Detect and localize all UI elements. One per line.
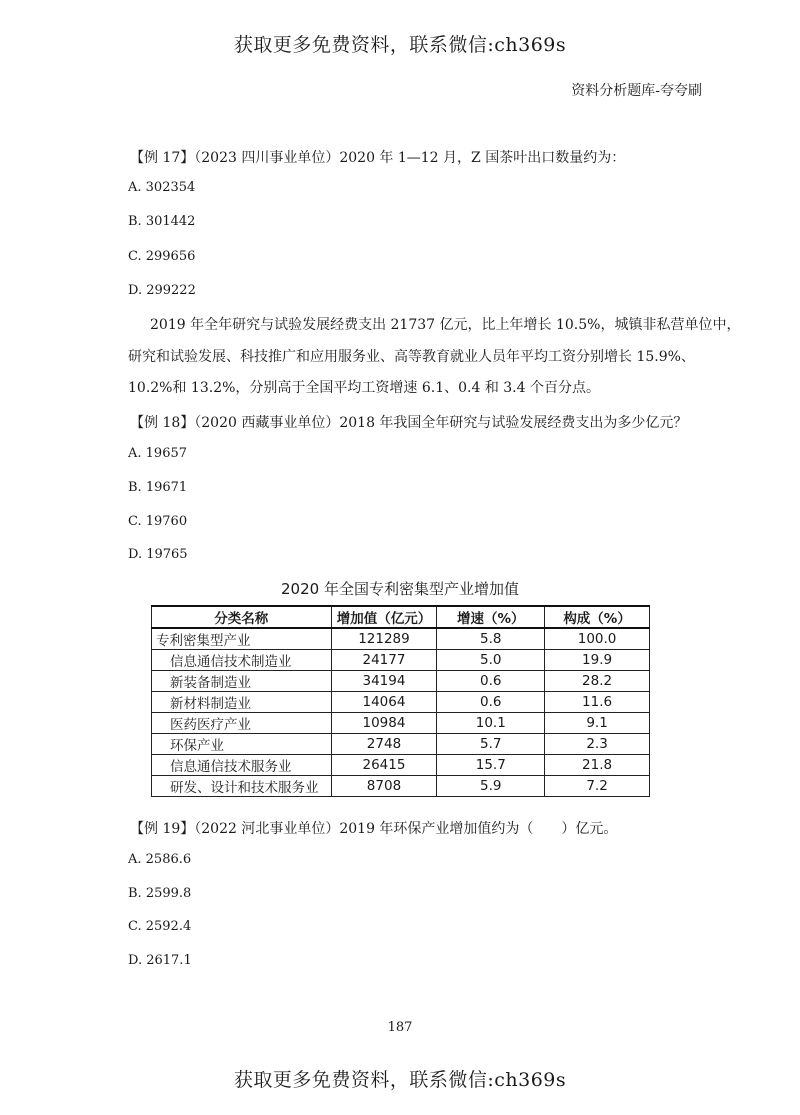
row-share: 9.1 [545, 713, 650, 734]
row-value: 14064 [331, 692, 437, 713]
row-name: 信息通信技术制造业 [152, 650, 332, 671]
row-growth: 5.8 [437, 628, 545, 650]
q17-option-a: A. 302354 [128, 180, 196, 195]
q17-option-d: D. 299222 [128, 283, 196, 298]
passage-line-2: 研究和试验发展、科技推广和应用服务业、高等教育就业人员年平均工资分别增长 15.9%、 [128, 349, 695, 365]
q19-option-c: C. 2592.4 [128, 919, 192, 934]
row-value: 2748 [331, 734, 437, 755]
q19-option-d: D. 2617.1 [128, 953, 192, 968]
table-header-row [152, 606, 650, 628]
bottom-banner: 获取更多免费资料，联系微信:ch369s [233, 1069, 567, 1091]
row-value: 24177 [331, 650, 437, 671]
table-row [152, 713, 650, 734]
row-value: 26415 [331, 755, 437, 776]
row-growth: 5.0 [437, 650, 545, 671]
row-share: 19.9 [545, 650, 650, 671]
table-row [152, 692, 650, 713]
q18-option-b: B. 19671 [128, 480, 188, 495]
q17-option-b: B. 301442 [128, 214, 196, 229]
table-row [152, 734, 650, 755]
question-17-title: 【例 17】（2023 四川事业单位）2020 年 1—12 月，Z 国茶叶出口数量约为： [130, 150, 626, 166]
q18-option-d: D. 19765 [128, 547, 188, 562]
row-growth: 0.6 [437, 692, 545, 713]
row-growth: 5.7 [437, 734, 545, 755]
table-row [152, 755, 650, 776]
row-value: 34194 [331, 671, 437, 692]
row-growth: 5.9 [437, 776, 545, 797]
q19-option-b: B. 2599.8 [128, 886, 192, 901]
row-share: 28.2 [545, 671, 650, 692]
header-growth: 增速（%） [437, 606, 545, 628]
row-name: 专利密集型产业 [152, 628, 332, 650]
table-row [152, 628, 650, 650]
row-value: 121289 [331, 628, 437, 650]
row-value: 8708 [331, 776, 437, 797]
table-row [152, 650, 650, 671]
row-name: 研发、设计和技术服务业 [152, 776, 332, 797]
top-banner: 获取更多免费资料，联系微信:ch369s [233, 34, 567, 56]
q19-option-a: A. 2586.6 [128, 852, 192, 867]
header-share: 构成（%） [545, 606, 650, 628]
row-growth: 10.1 [437, 713, 545, 734]
data-table [151, 605, 650, 797]
table-title: 2020 年全国专利密集型产业增加值 [281, 580, 519, 598]
table-row [152, 776, 650, 797]
row-name: 医药医疗产业 [152, 713, 332, 734]
row-share: 100.0 [545, 628, 650, 650]
row-growth: 15.7 [437, 755, 545, 776]
header-category: 分类名称 [152, 606, 332, 628]
q18-option-a: A. 19657 [128, 446, 188, 461]
row-name: 新装备制造业 [152, 671, 332, 692]
row-share: 2.3 [545, 734, 650, 755]
header-value: 增加值（亿元） [331, 606, 437, 628]
row-share: 7.2 [545, 776, 650, 797]
row-name: 信息通信技术服务业 [152, 755, 332, 776]
page-number: 187 [387, 1020, 413, 1035]
row-name: 环保产业 [152, 734, 332, 755]
q18-option-c: C. 19760 [128, 514, 188, 529]
row-growth: 0.6 [437, 671, 545, 692]
passage-line-3: 10.2%和 13.2%，分别高于全国平均工资增速 6.1、0.4 和 3.4 个百分点。 [128, 380, 600, 396]
row-name: 新材料制造业 [152, 692, 332, 713]
row-value: 10984 [331, 713, 437, 734]
passage-line-1: 2019 年全年研究与试验发展经费支出 21737 亿元，比上年增长 10.5%，城镇非私营单位中， [150, 317, 741, 333]
row-share: 21.8 [545, 755, 650, 776]
q17-option-c: C. 299656 [128, 249, 196, 264]
table-row [152, 671, 650, 692]
question-19-title: 【例 19】（2022 河北事业单位）2019 年环保产业增加值约为（ ）亿元。 [130, 821, 618, 837]
running-header: 资料分析题库-夸夸刷 [571, 83, 702, 99]
question-18-title: 【例 18】（2020 西藏事业单位）2018 年我国全年研究与试验发展经费支出为多少亿元？ [130, 415, 688, 431]
row-share: 11.6 [545, 692, 650, 713]
